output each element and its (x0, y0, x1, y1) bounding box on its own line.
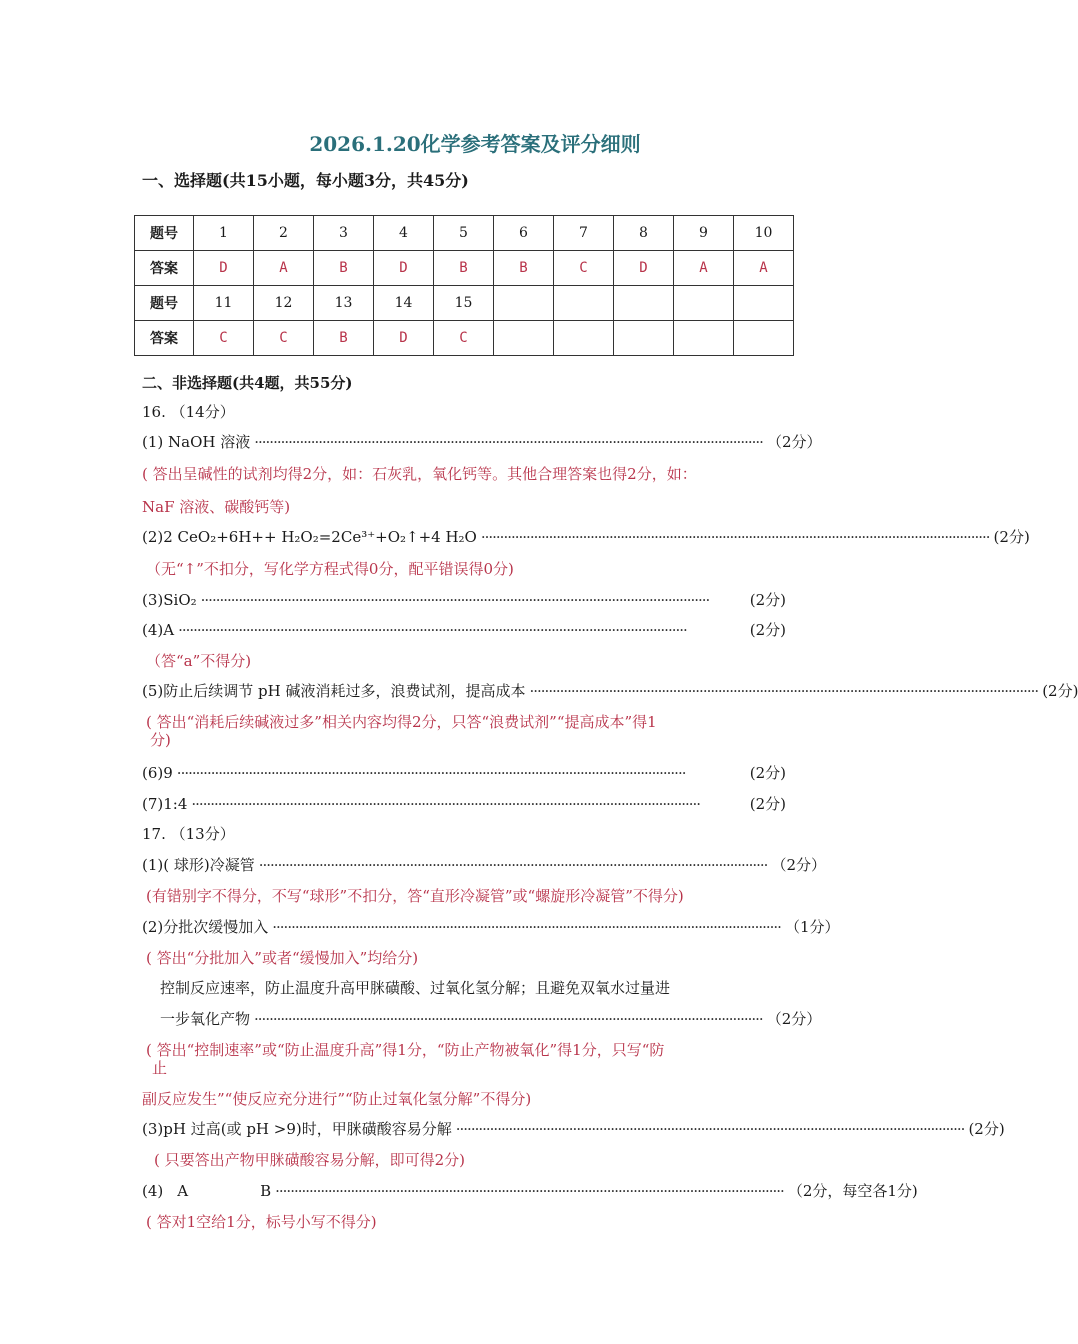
q17-note-2d: 副反应发生”“使反应充分进行”“防止过氧化氢分解”不得分) (142, 1090, 532, 1108)
table-answer-cell: A (254, 251, 314, 286)
q17-note-2c: 止 (152, 1059, 168, 1077)
q16-note-1b: NaF 溶液、碳酸钙等) (142, 498, 291, 516)
answer-text: (3)SiO₂ (142, 591, 197, 609)
answer-table (134, 215, 794, 356)
points: （2分，每空各1分) (787, 1182, 918, 1200)
dot-leader: ······································································································································· (254, 1010, 763, 1028)
table-cell: 9 (674, 216, 734, 251)
table-cell: 2 (254, 216, 314, 251)
table-cell (614, 286, 674, 321)
q17-answer-3 (142, 1119, 1005, 1139)
table-answer-cell: D (374, 321, 434, 356)
table-label: 题号 (135, 216, 194, 251)
section-heading-choice: 一、选择题(共15小题，每小题3分，共45分) (142, 171, 469, 190)
q16-answer-5 (142, 681, 1078, 701)
dot-leader: ······································································································································· (258, 856, 768, 874)
table-answer-cell (614, 321, 674, 356)
section-heading-nonchoice: 二、非选择题(共4题，共55分) (142, 374, 353, 392)
dot-leader: ······································································································································· (200, 591, 710, 609)
points: (2分) (749, 621, 786, 639)
dot-leader: ······································································································································· (275, 1182, 784, 1200)
q16-answer-3 (142, 590, 786, 610)
table-label: 答案 (135, 251, 194, 286)
table-answer-cell: C (254, 321, 314, 356)
table-answer-cell: C (434, 321, 494, 356)
table-row (135, 321, 794, 356)
table-cell: 1 (194, 216, 254, 251)
table-answer-cell: B (434, 251, 494, 286)
table-row (135, 216, 794, 251)
q16-note-4: （答“a”不得分) (146, 652, 252, 670)
q17-note-4: ( 答对1空给1分，标号小写不得分) (146, 1213, 377, 1231)
dot-leader: ······································································································································· (272, 918, 781, 936)
points: (2分) (749, 591, 786, 609)
answer-text: (7)1:4 (142, 795, 188, 813)
answer-text: (3)pH 过高(或 pH >9)时，甲脒磺酸容易分解 (142, 1120, 452, 1138)
q17-note-1: (有错别字不得分，不写“球形”不扣分，答“直形冷凝管”或“螺旋形冷凝管”不得分) (146, 887, 684, 905)
table-cell (734, 286, 794, 321)
table-label: 题号 (135, 286, 194, 321)
table-answer-cell: B (314, 251, 374, 286)
table-cell (674, 286, 734, 321)
answer-text: (1)( 球形)冷凝管 (142, 856, 255, 874)
q17-heading: 17. （13分） (142, 825, 235, 843)
table-cell: 10 (734, 216, 794, 251)
page-title: 2026.1.20化学参考答案及评分细则 (309, 132, 641, 156)
table-cell (554, 286, 614, 321)
table-cell: 4 (374, 216, 434, 251)
q16-note-5: ( 答出“消耗后续碱液过多”相关内容均得2分，只答“浪费试剂”“提高成本”得1 (146, 713, 657, 731)
dot-leader: ······································································································································· (529, 682, 1039, 700)
table-cell (494, 286, 554, 321)
points: (2分) (968, 1120, 1005, 1138)
answer-text: (5)防止后续调节 pH 碱液消耗过多，浪费试剂，提高成本 (142, 682, 526, 700)
q16-answer-7 (142, 794, 786, 814)
q17-answer-1 (142, 855, 826, 875)
table-cell: 3 (314, 216, 374, 251)
table-answer-cell (494, 321, 554, 356)
table-cell: 8 (614, 216, 674, 251)
q16-note-1: ( 答出呈碱性的试剂均得2分，如：石灰乳，氧化钙等。其他合理答案也得2分，如： (142, 465, 697, 483)
q17-answer-2b: 控制反应速率，防止温度升高甲脒磺酸、过氧化氢分解；且避免双氧水过量进 (160, 979, 671, 997)
q17-note-2b: ( 答出“控制速率”或“防止温度升高”得1分，“防止产物被氧化”得1分，只写“防 (146, 1041, 665, 1059)
q17-answer-4 (142, 1181, 918, 1201)
table-cell: 13 (314, 286, 374, 321)
table-answer-cell: C (194, 321, 254, 356)
table-answer-cell (734, 321, 794, 356)
points: (2分) (1042, 682, 1078, 700)
q17-note-2: ( 答出“分批加入”或者“缓慢加入”均给分) (146, 949, 419, 967)
dot-leader: ······································································································································· (178, 621, 687, 639)
dot-leader: ······································································································································· (191, 795, 701, 813)
q17-answer-2c (160, 1009, 822, 1029)
q16-answer-1 (142, 432, 822, 452)
q17-note-3: ( 只要答出产物甲脒磺酸容易分解，即可得2分) (154, 1151, 466, 1169)
dot-leader: ······································································································································· (176, 764, 686, 782)
points: （2分） (771, 856, 826, 874)
table-row (135, 286, 794, 321)
points: （2分） (766, 433, 822, 451)
table-answer-cell: B (314, 321, 374, 356)
table-answer-cell: D (614, 251, 674, 286)
answer-text: (2)分批次缓慢加入 (142, 918, 269, 936)
points: （2分） (766, 1010, 822, 1028)
table-answer-cell: D (374, 251, 434, 286)
q17-answer-2 (142, 917, 840, 937)
dot-leader: ······································································································································· (480, 528, 990, 546)
table-cell: 7 (554, 216, 614, 251)
table-answer-cell (554, 321, 614, 356)
table-answer-cell: D (194, 251, 254, 286)
points: (2分) (749, 764, 786, 782)
table-answer-cell: C (554, 251, 614, 286)
answer-text: (4)A (142, 621, 175, 639)
points: （1分） (784, 918, 840, 936)
answer-first: A (177, 1182, 189, 1200)
table-cell: 11 (194, 286, 254, 321)
q16-answer-2 (142, 527, 1030, 547)
q16-answer-6 (142, 763, 786, 783)
dot-leader: ······································································································································· (455, 1120, 965, 1138)
q16-answer-4 (142, 620, 786, 640)
q16-note-5b: 分) (150, 731, 171, 749)
points: (2分) (993, 528, 1030, 546)
table-cell: 6 (494, 216, 554, 251)
answer-label: (4) (142, 1182, 164, 1200)
table-answer-cell: B (494, 251, 554, 286)
table-answer-cell: A (734, 251, 794, 286)
table-answer-cell: A (674, 251, 734, 286)
q16-note-2: （无“↑”不扣分，写化学方程式得0分，配平错误得0分) (146, 560, 514, 578)
answer-text: (2)2 CeO₂+6H++ H₂O₂=2Ce³⁺+O₂↑+4 H₂O (142, 528, 477, 546)
answer-text: 一步氧化产物 (160, 1010, 251, 1028)
answer-text: (1) NaOH 溶液 (142, 433, 251, 451)
q16-heading: 16. （14分） (142, 403, 235, 421)
table-label: 答案 (135, 321, 194, 356)
answer-second: B (260, 1182, 272, 1200)
answer-text: (6)9 (142, 764, 173, 782)
table-cell: 15 (434, 286, 494, 321)
table-answer-cell (674, 321, 734, 356)
table-cell: 14 (374, 286, 434, 321)
table-row (135, 251, 794, 286)
table-cell: 12 (254, 286, 314, 321)
dot-leader: ······································································································································· (254, 433, 763, 451)
points: (2分) (749, 795, 786, 813)
table-cell: 5 (434, 216, 494, 251)
